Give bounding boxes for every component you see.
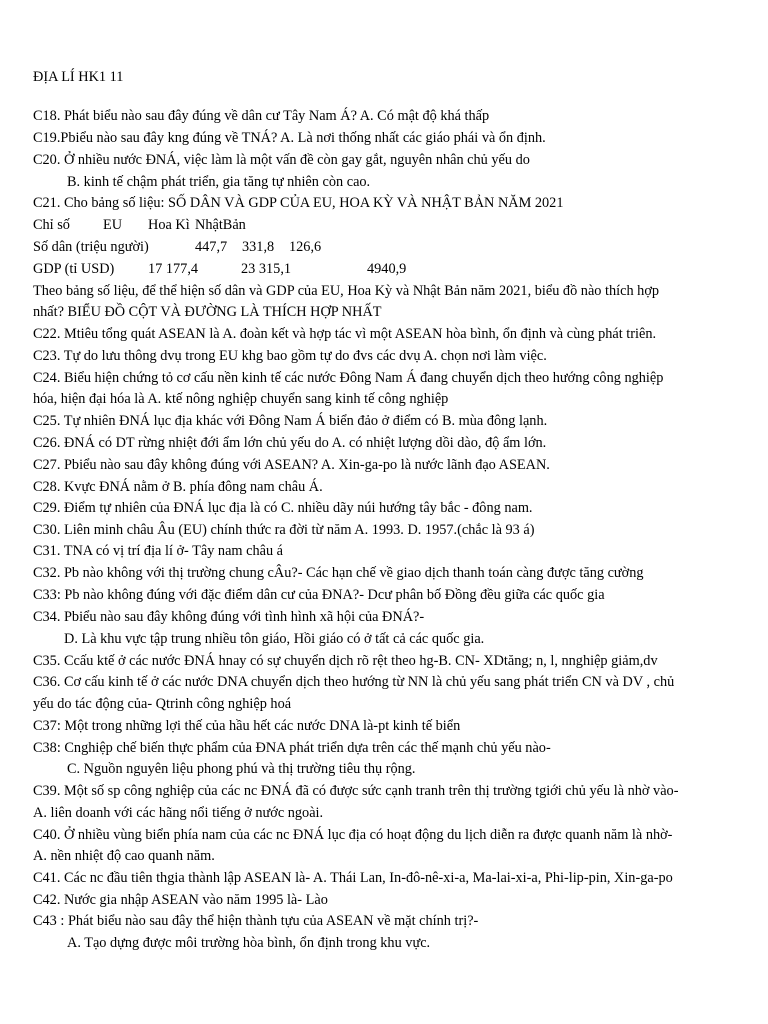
text-line: C41. Các nc đầu tiên thgia thành lập ASEAN là- A. Thái Lan, In-đô-nê-xi-a, Ma-lai-xi-a, Phi-lip-pin, Xin-ga-po (33, 870, 673, 886)
text-line: C31. TNA có vị trí địa lí ở- Tây nam châu á (33, 543, 284, 559)
text-line: nhất? BIỂU ĐỒ CỘT VÀ ĐƯỜNG LÀ THÍCH HỢP NHẤT (33, 304, 382, 320)
text-line: C25. Tự nhiên ĐNÁ lục địa khác với Đông Nam Á biển đảo ở điểm có B. mùa đông lạnh. (33, 413, 548, 429)
text-line: A. liên doanh với các hãng nổi tiếng ở nước ngoài. (33, 805, 324, 821)
text-line: C28. Kvực ĐNÁ nằm ở B. phía đông nam châu Á. (33, 479, 323, 495)
text-line: C34. Pbiểu nào sau đây không đúng với tình hình xã hội của ĐNÁ?- (33, 609, 425, 625)
text-line: C20. Ở nhiều nước ĐNÁ, việc làm là một vấn đề còn gay gắt, nguyên nhân chủ yếu do (33, 152, 530, 168)
text-line: B. kinh tế chậm phát triển, gia tăng tự nhiên còn cao. (67, 174, 371, 190)
table-header-cell: NhậtBản (195, 217, 246, 233)
text-line: hóa, hiện đại hóa là A. ktế nông nghiệp chuyển sang kinh tế công nghiệp (33, 391, 449, 407)
text-line: C35. Ccấu ktế ở các nước ĐNÁ hnay có sự chuyển dịch rõ rệt theo hg-B. CN- XDtăng; n, l, nnghiệp giảm,dv (33, 653, 658, 669)
text-line: C18. Phát biểu nào sau đây đúng về dân cư Tây Nam Á? A. Có mật độ khá thấp (33, 108, 490, 124)
text-line: C40. Ở nhiều vùng biển phía nam của các nc ĐNÁ lục địa có hoạt động du lịch diễn ra được quanh năm là nhờ- (33, 827, 673, 843)
text-line: C21. Cho bảng số liệu: SỐ DÂN VÀ GDP CỦA EU, HOA KỲ VÀ NHẬT BẢN NĂM 2021 (33, 195, 564, 211)
table-header-cell: EU (103, 217, 123, 233)
text-line: C37: Một trong những lợi thế của hầu hết các nước DNA là-pt kinh tế biển (33, 718, 461, 734)
table-cell: 4940,9 (367, 261, 407, 277)
text-line: C32. Pb nào không với thị trường chung cÂu?- Các hạn chế về giao dịch thanh toán càng được tăng cường (33, 565, 644, 581)
text-line: C30. Liên minh châu Âu (EU) chính thức ra đời từ năm A. 1993. D. 1957.(chắc là 93 á) (33, 522, 535, 538)
text-line: D. Là khu vực tập trung nhiều tôn giáo, Hồi giáo có ở tất cả các quốc gia. (64, 631, 485, 647)
table-header-cell: Chỉ số (33, 217, 70, 233)
text-line: C24. Biểu hiện chứng tỏ cơ cấu nền kinh tế các nước Đông Nam Á đang chuyển dịch theo hướng công nghiệp (33, 370, 664, 386)
text-line: C22. Mtiêu tổng quát ASEAN là A. đoàn kết và hợp tác vì một ASEAN hòa bình, ổn định và cùng phát triên. (33, 326, 657, 342)
text-line: C38: Cnghiệp chế biến thực phẩm của ĐNA phát triển dựa trên các thế mạnh chủ yếu nào- (33, 740, 551, 756)
text-line: Theo bảng số liệu, để thể hiện số dân và GDP của EU, Hoa Kỳ và Nhật Bản năm 2021, biểu đồ nào thích hợp (33, 283, 660, 299)
table-cell: 331,8 (242, 239, 275, 255)
table-cell: 23 315,1 (241, 261, 292, 277)
text-line: A. nền nhiệt độ cao quanh năm. (33, 848, 215, 864)
text-line: C39. Một số sp công nghiệp của các nc ĐNÁ đã có được sức cạnh tranh trên thị trường tgiới chủ yếu là nhờ vào- (33, 783, 679, 799)
text-line: C42. Nước gia nhập ASEAN vào năm 1995 là- Lào (33, 892, 328, 908)
table-cell: 447,7 (195, 239, 228, 255)
text-line: C19.Pbiểu nào sau đây kng đúng về TNÁ? A. Là nơi thống nhất các giáo phái và ổn định. (33, 130, 546, 146)
text-line: C27. Pbiểu nào sau đây không đúng với ASEAN? A. Xin-ga-po là nước lãnh đạo ASEAN. (33, 457, 550, 473)
table-cell: 126,6 (289, 239, 322, 255)
text-line: C29. Điểm tự nhiên của ĐNÁ lục địa là có C. nhiều dãy núi hướng tây bắc - đông nam. (33, 500, 533, 516)
document-title: ĐỊA LÍ HK1 11 (33, 69, 124, 85)
text-line: C. Nguồn nguyên liệu phong phú và thị trường tiêu thụ rộng. (67, 761, 416, 777)
text-line: C23. Tự do lưu thông dvụ trong EU khg bao gồm tự do đvs các dvụ A. chọn nơi làm việc. (33, 348, 547, 364)
text-line: C36. Cơ cấu kinh tế ở các nước DNA chuyển dịch theo hướng từ NN là chủ yếu sang phát triển CN và DV , chủ (33, 674, 675, 690)
table-cell: GDP (tỉ USD) (33, 261, 115, 277)
table-cell: Số dân (triệu người) (33, 239, 149, 255)
table-cell: 17 177,4 (148, 261, 199, 277)
text-line: C33: Pb nào không đúng với đặc điểm dân cư của ĐNA?- Dcư phân bố Đồng đều giữa các quốc gia (33, 587, 605, 603)
text-line: yếu do tác động của- Qtrinh công nghiệp hoá (33, 696, 292, 712)
text-line: C43 : Phát biểu nào sau đây thể hiện thành tựu của ASEAN về mặt chính trị?- (33, 913, 479, 929)
text-line: A. Tạo dựng được môi trường hòa bình, ổn định trong khu vực. (67, 935, 431, 951)
table-header-cell: Hoa Kì (148, 217, 190, 233)
text-line: C26. ĐNÁ có DT rừng nhiệt đới ẩm lớn chủ yếu do A. có nhiệt lượng dồi dào, độ ẩm lớn. (33, 435, 547, 451)
